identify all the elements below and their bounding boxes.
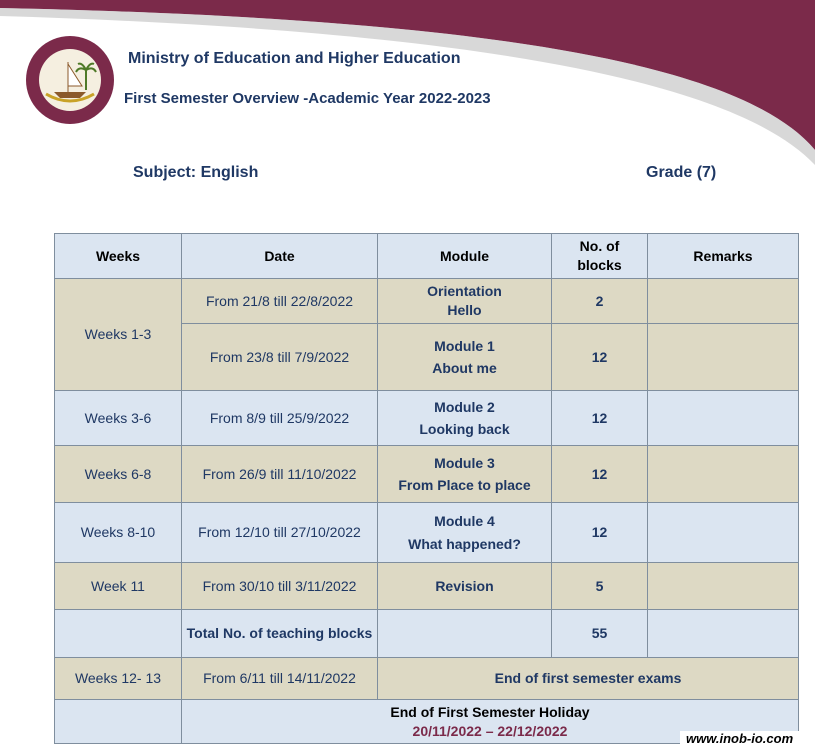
weeks-cell: Weeks 12- 13 [55,658,182,700]
total-blocks: 55 [552,610,648,658]
header-blocks-line2: blocks [577,257,622,273]
weeks-cell: Weeks 8-10 [55,503,182,563]
blocks-cell: 5 [552,563,648,610]
remarks-cell [648,279,799,324]
table-header-row [55,234,799,279]
table-row [55,279,799,324]
date-cell: From 8/9 till 25/9/2022 [182,391,378,446]
date-cell: From 12/10 till 27/10/2022 [182,503,378,563]
weeks-cell: Weeks 1-3 [55,279,182,391]
state-of-qatar-seal [24,34,116,126]
date-cell: From 6/11 till 14/11/2022 [182,658,378,700]
remarks-cell [648,563,799,610]
exams-row [55,658,799,700]
total-label: Total No. of teaching blocks [182,610,378,658]
total-row [55,610,799,658]
blocks-cell: 2 [552,279,648,324]
ministry-title: Ministry of Education and Higher Education [128,50,461,67]
remarks-cell [648,391,799,446]
subject-label: Subject: English [133,164,259,181]
exams-label: End of first semester exams [378,658,799,700]
module-line1: Module 2 [434,398,495,415]
date-cell: From 23/8 till 7/9/2022 [182,324,378,391]
blocks-cell: 12 [552,446,648,503]
blocks-cell: 12 [552,503,648,563]
date-cell: From 21/8 till 22/8/2022 [182,279,378,324]
module-cell [378,324,552,391]
module-cell [378,279,552,324]
table-row [55,446,799,503]
module-line2: What happened? [408,535,521,552]
header-remarks: Remarks [648,234,799,279]
header-module: Module [378,234,552,279]
module-line1: Orientation [427,283,502,300]
remarks-cell [648,446,799,503]
table-row [55,563,799,610]
module-line2: From Place to place [398,477,531,493]
weeks-cell: Weeks 3-6 [55,391,182,446]
blocks-cell: 12 [552,391,648,446]
website-watermark: www.inob-io.com [680,731,799,746]
module-cell: Revision [378,563,552,610]
module-line2: Hello [447,302,482,318]
header-weeks: Weeks [55,234,182,279]
remarks-cell [648,610,799,658]
module-cell [378,391,552,446]
weeks-cell: Week 11 [55,563,182,610]
grade-label: Grade (7) [646,164,717,181]
header-date: Date [182,234,378,279]
holiday-title: End of First Semester Holiday [390,703,590,720]
semester-plan-table [54,233,799,744]
module-line2: About me [432,360,497,376]
module-cell [378,446,552,503]
module-line1: Module 1 [434,337,495,354]
holiday-dates: 20/11/2022 – 22/12/2022 [412,722,568,739]
date-cell: From 26/9 till 11/10/2022 [182,446,378,503]
overview-title: First Semester Overview -Academic Year 2022-2023 [124,90,491,107]
module-cell [378,503,552,563]
blocks-cell: 12 [552,324,648,391]
weeks-cell: Weeks 6-8 [55,446,182,503]
module-line2: Looking back [419,421,510,437]
remarks-cell [648,503,799,563]
module-line1: Module 3 [434,454,495,471]
weeks-cell [55,700,182,744]
module-cell [378,610,552,658]
header-blocks-line1: No. of [579,238,620,255]
table-row [55,503,799,563]
weeks-cell [55,610,182,658]
module-line1: Module 4 [434,513,495,530]
header-blocks [552,234,648,279]
table-row [55,391,799,446]
date-cell: From 30/10 till 3/11/2022 [182,563,378,610]
remarks-cell [648,324,799,391]
